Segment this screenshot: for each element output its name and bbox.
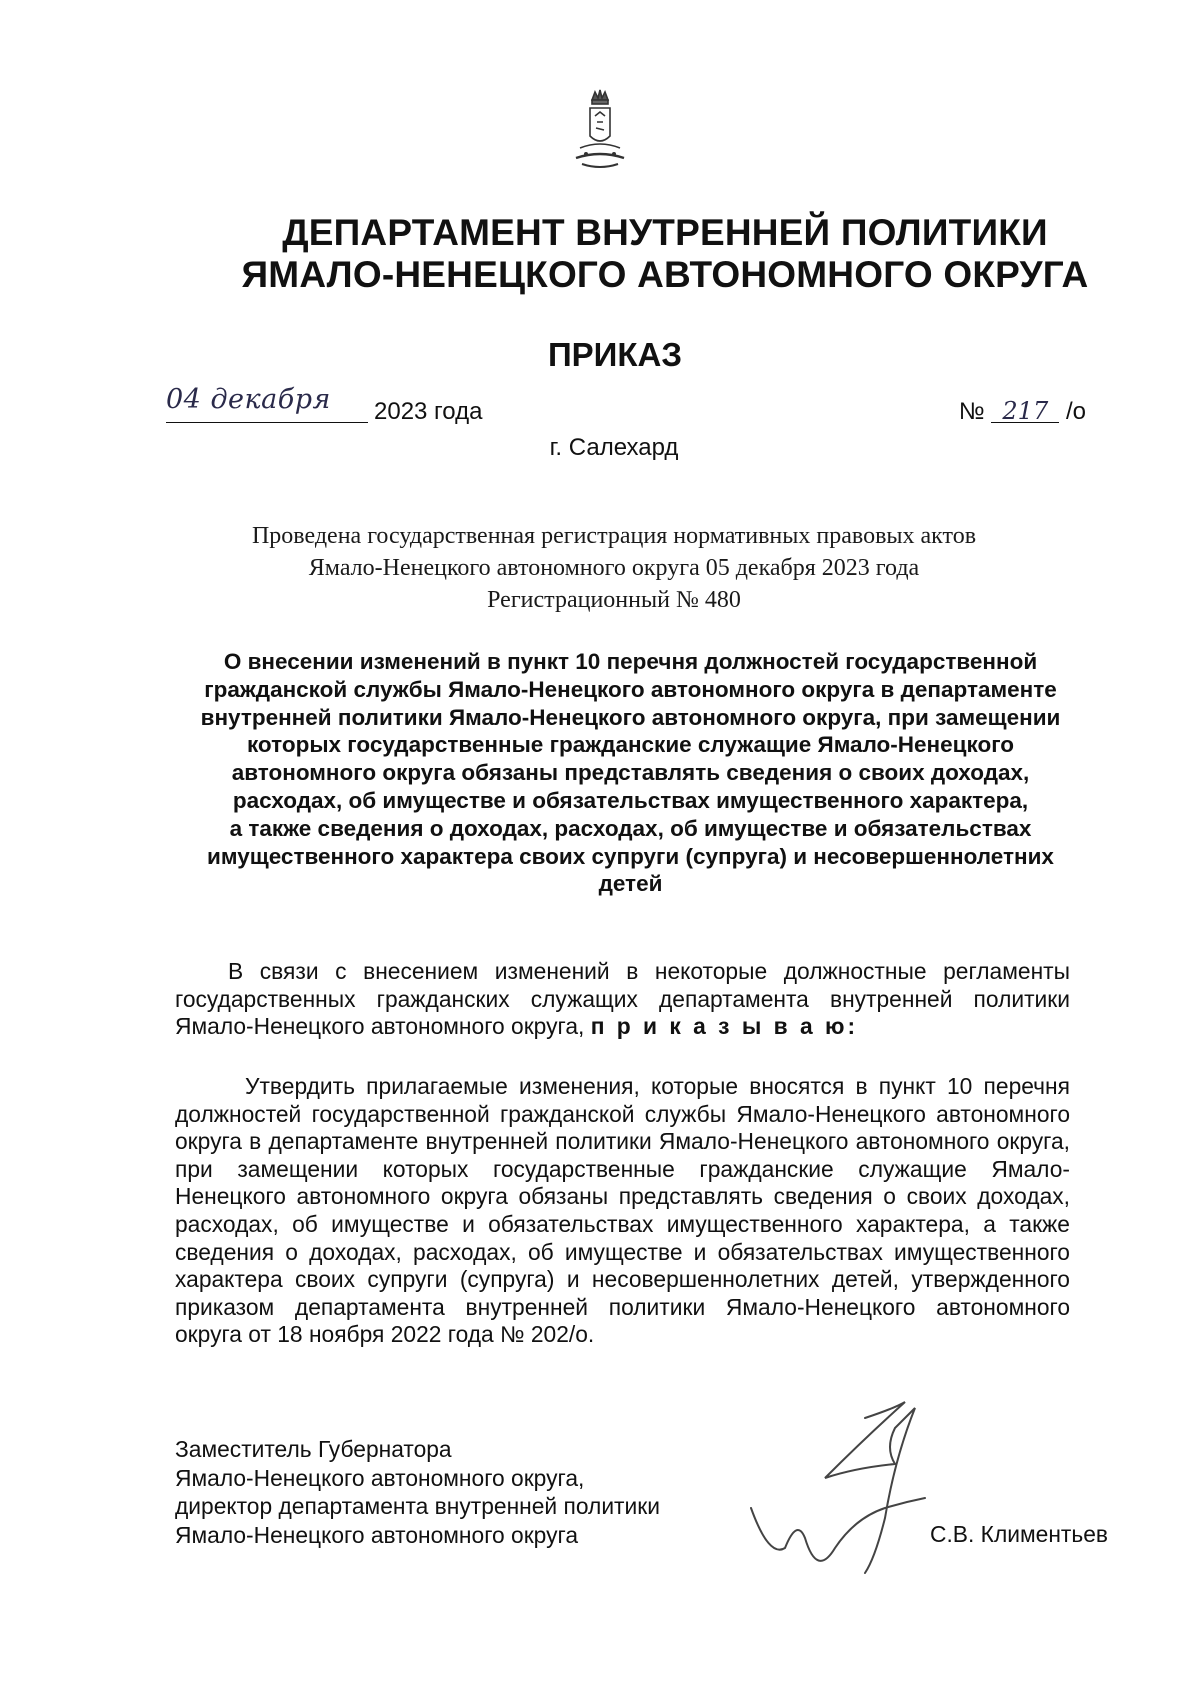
- organization-title: [0, 212, 1200, 296]
- preamble-text: В связи с внесением изменений в некоторые должностные регламенты государственных гражданских служащих департамента внутренней политики Ямало-Ненецкого автономного округа,: [175, 958, 1070, 1040]
- subject-line: внутренней политики Ямало-Ненецкого автономного округа, при замещении: [200, 704, 1061, 730]
- signer-position: [175, 1435, 660, 1549]
- date-underline: [166, 422, 368, 423]
- document-type-heading: ПРИКАЗ: [547, 336, 683, 373]
- coat-of-arms-emblem: [0, 88, 1200, 188]
- signer-position-line2: Ямало-Ненецкого автономного округа,: [175, 1464, 585, 1491]
- signer-name: С.В. Климентьев: [930, 1521, 1109, 1547]
- main-paragraph-text: Утвердить прилагаемые изменения, которые вносятся в пункт 10 перечня должностей государственной гражданской службы Ямало-Ненецкого автономного округа в департаменте внутренней политики Ямало-Ненецкого автономного округа, при замещении которых государственные гражданские служащие Ямало-Ненецкого автономного округа обязаны представлять сведения о своих доходах, расходах, об имуществе и обязательствах имущественного характера, а также сведения о доходах, расходах, об имуществе и обязательствах имущественного характера своих супруги (супруга) и несовершеннолетних детей, утвержденного приказом департамента внутренней политики Ямало-Ненецкого автономного округа от 18 ноября 2022 года № 202/о.: [175, 1073, 1070, 1348]
- handwritten-number: 217: [991, 400, 1059, 423]
- org-title-line2: ЯМАЛО-НЕНЕЦКОГО АВТОНОМНОГО ОКРУГА: [241, 254, 1089, 295]
- registration-line3: Регистрационный № 480: [487, 587, 741, 613]
- order-subject: [178, 648, 1083, 898]
- subject-line: гражданской службы Ямало-Ненецкого автономного округа в департаменте: [204, 676, 1057, 702]
- order-number: [959, 398, 1086, 426]
- number-suffix: /о: [1065, 398, 1086, 425]
- preamble-paragraph: [175, 958, 1070, 1041]
- signer-position-line3: директор департамента внутренней политики: [175, 1493, 660, 1519]
- signer-position-line1: Заместитель Губернатора: [175, 1436, 452, 1462]
- subject-line: имущественного характера своих супруги (супруга) и несовершеннолетних: [207, 843, 1054, 869]
- subject-line: детей: [598, 871, 663, 897]
- subject-line: а также сведения о доходах, расходах, об имуществе и обязательствах: [229, 815, 1032, 841]
- subject-line: О внесении изменений в пункт 10 перечня должностей государственной: [223, 649, 1038, 674]
- subject-line: автономного округа обязаны представлять сведения о своих доходах,: [231, 760, 1030, 786]
- date-number-line: [166, 384, 1086, 436]
- handwritten-date: 04 декабря: [166, 384, 331, 415]
- year-text: 2023 года: [374, 398, 483, 425]
- city-label: г. Салехард: [549, 434, 679, 461]
- signer-position-line4: Ямало-Ненецкого автономного округа: [175, 1521, 578, 1548]
- subject-line: расходах, об имуществе и обязательствах имущественного характера,: [232, 787, 1029, 813]
- handwritten-signature: [745, 1398, 975, 1588]
- registration-line1: Проведена государственная регистрация нормативных правовых актов: [251, 523, 977, 549]
- command-word: п р и к а з ы в а ю:: [590, 1013, 859, 1040]
- registration-line2: Ямало-Ненецкого автономного округа 05 декабря 2023 года: [308, 555, 920, 581]
- emblem-icon: [570, 88, 630, 184]
- number-prefix: №: [958, 398, 985, 425]
- subject-line: которых государственные гражданские служащие Ямало-Ненецкого: [246, 732, 1015, 758]
- main-paragraph: [175, 1073, 1070, 1349]
- registration-stamp-text: [0, 520, 1200, 616]
- org-title-line1: ДЕПАРТАМЕНТ ВНУТРЕННЕЙ ПОЛИТИКИ: [282, 212, 1048, 253]
